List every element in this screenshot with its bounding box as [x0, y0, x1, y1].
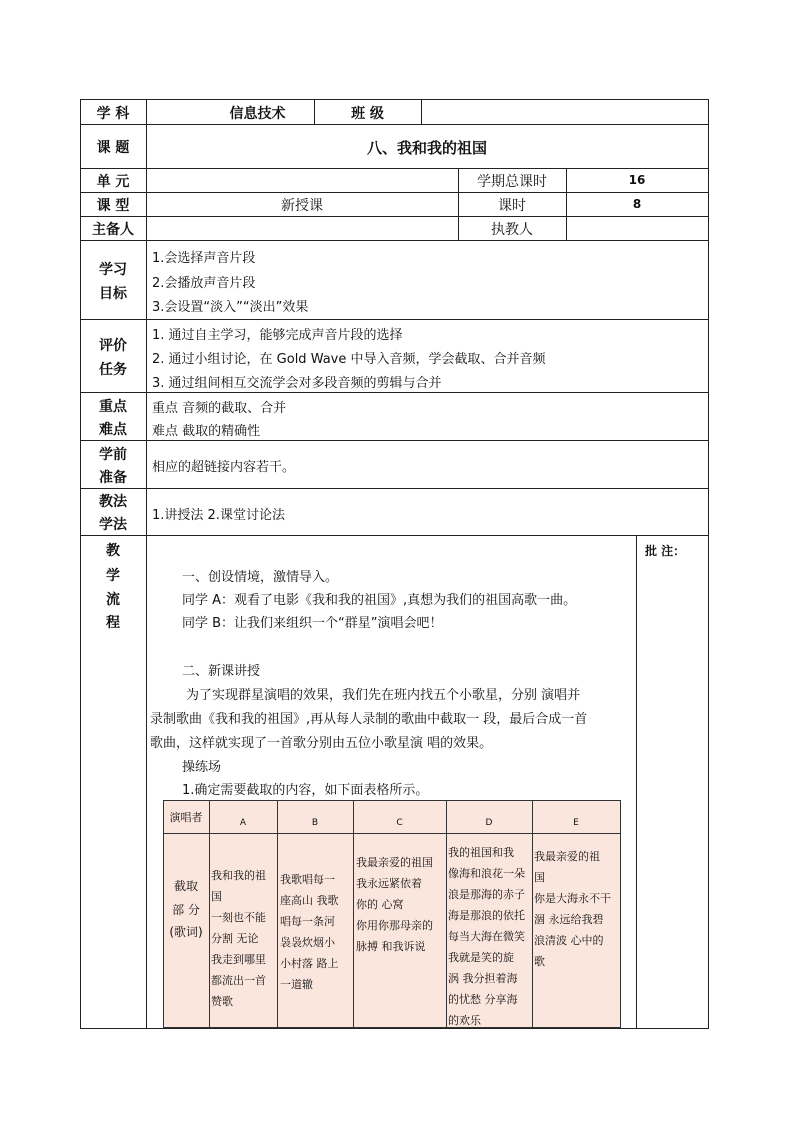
song-table-column-header: B	[311, 818, 319, 828]
topic-label: 课 题	[96, 140, 130, 156]
semester-hours-label: 学期总课时	[477, 174, 547, 190]
lyrics-cell-b: 我歌唱每一 座高山 我歌 唱每一条河 袅袅炊烟小 小村落 路上 一道辙	[280, 873, 339, 991]
song-table-header-label: 演唱者	[169, 811, 203, 824]
song-table-row-label: 截取	[173, 879, 198, 893]
evaluation-item: 3. 通过组间相互交流学会对多段音频的剪辑与合并	[152, 376, 442, 391]
song-table-column-header: E	[573, 818, 579, 828]
process-line: 同学 B：让我们来组织一个“群星”演唱会吧！	[182, 616, 443, 631]
preparation-label-1: 学前	[99, 447, 127, 463]
process-line: 为了实现群星演唱的效果，我们先在班内找五个小歌星，分别 演唱并	[186, 688, 581, 703]
evaluation-item: 2. 通过小组讨论，在 Gold Wave 中导入音频，学会截取、合并音频	[152, 352, 546, 367]
process-line: 录制歌曲《我和我的祖国》,再从每人录制的歌曲中截取一 段，最后合成一首	[150, 712, 588, 727]
song-table-row-label: 部 分	[172, 903, 200, 917]
song-table-column-header: D	[485, 818, 493, 828]
preparation-label-2: 准备	[99, 470, 127, 486]
methods-text: 1.讲授法 2.课堂讨论法	[152, 508, 285, 523]
keypoints-label-1: 重点	[99, 399, 127, 415]
keypoints-label-2: 难点	[99, 422, 127, 438]
difficult-point-text: 难点 截取的精确性	[152, 424, 261, 439]
process-label-char: 学	[106, 568, 120, 584]
methods-label-2: 学法	[99, 517, 127, 533]
notes-label: 批 注：	[645, 544, 686, 558]
song-table-column-header: C	[396, 818, 403, 828]
lyrics-cell-e: 我最亲爱的祖 国 你是大海永不干 涸 永远给我碧 浪清波 心中的 歌	[534, 850, 611, 968]
lyrics-cell-c: 我最亲爱的祖国 我永远紧依着 你的 心窝 你用你那母亲的 脉搏 和我诉说	[356, 856, 433, 953]
subject-label: 学 科	[96, 106, 130, 122]
process-line: 同学 A：观看了电影《我和我的祖国》,真想为我们的祖国高歌一曲。	[182, 593, 577, 608]
subject-value: 信息技术	[229, 106, 286, 122]
preparation-text: 相应的超链接内容若干。	[152, 460, 296, 475]
preparer-label: 主备人	[92, 222, 134, 238]
teacher-label: 执教人	[491, 222, 533, 238]
goals-label-2: 目标	[99, 286, 127, 302]
evaluation-item: 1. 通过自主学习，能够完成声音片段的选择	[152, 328, 403, 343]
goals-label-1: 学习	[99, 262, 127, 278]
methods-label-1: 教法	[99, 494, 127, 510]
goal-item: 3.会设置“淡入”“淡出”效果	[152, 300, 309, 315]
lyrics-cell-d: 我的祖国和我 像海和浪花一朵 浪是那海的赤子 海是那浪的依托 每当大海在微笑 我就是笑的旋 涡 我分担着海 的忧愁 分享海 的欢乐	[448, 846, 525, 1027]
song-table-row-label: (歌词)	[169, 925, 203, 939]
semester-hours-value: 16	[628, 173, 646, 187]
process-line: 二、新课讲授	[182, 664, 261, 679]
goal-item: 2.会播放声音片段	[152, 276, 256, 291]
type-label: 课 型	[96, 198, 130, 214]
hours-value: 8	[632, 197, 642, 211]
evaluation-label-1: 评价	[99, 338, 127, 354]
process-line: 1.确定需要截取的内容，如下面表格所示。	[182, 783, 429, 798]
evaluation-label-2: 任务	[99, 362, 127, 378]
process-label-char: 程	[106, 615, 120, 631]
unit-label: 单 元	[96, 174, 130, 190]
class-label: 班 级	[351, 106, 384, 122]
type-value: 新授课	[281, 198, 323, 214]
process-label-char: 流	[106, 592, 120, 608]
process-line: 操练场	[182, 760, 222, 775]
process-label-char: 教	[106, 543, 120, 559]
lyrics-cell-a: 我和我的祖 国 一刻也不能 分割 无论 我走到哪里 都流出一首 赞歌	[211, 869, 266, 1008]
topic-title: 八、我和我的祖国	[366, 139, 487, 157]
process-line: 一、创设情境，激情导入。	[182, 570, 339, 585]
hours-label: 课时	[498, 198, 526, 214]
goal-item: 1.会选择声音片段	[152, 251, 256, 266]
song-table-column-header: A	[239, 818, 247, 828]
key-point-text: 重点 音频的截取、合并	[152, 401, 287, 416]
process-line: 歌曲，这样就实现了一首歌分别由五位小歌星演 唱的效果。	[150, 736, 493, 751]
